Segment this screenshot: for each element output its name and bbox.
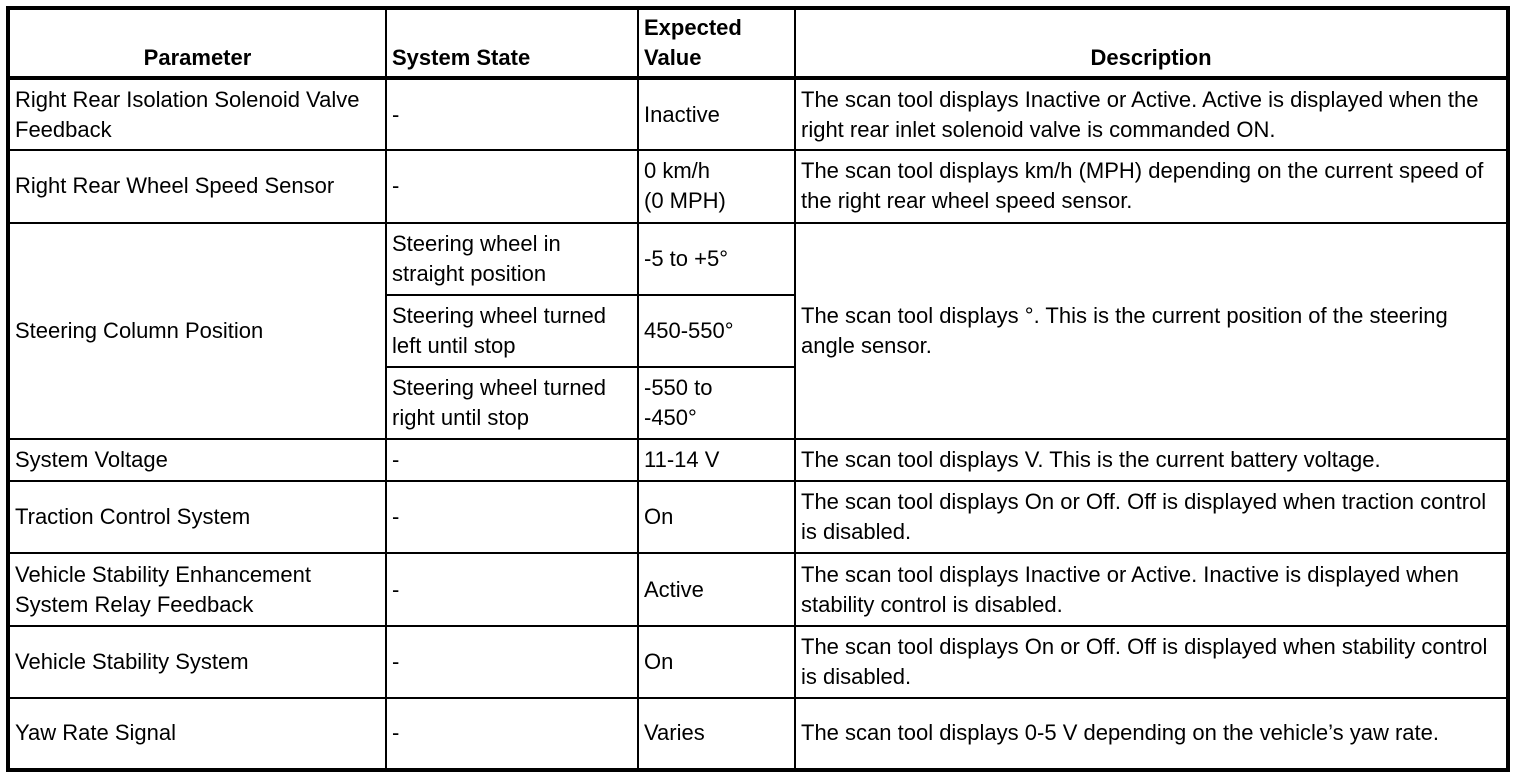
- parameter-cell: Traction Control System: [8, 481, 386, 553]
- header-expected-value: [638, 8, 795, 78]
- expected-value-cell: [638, 150, 795, 222]
- description-cell: The scan tool displays On or Off. Off is displayed when traction control is disabled.: [795, 481, 1508, 553]
- system-state-cell: -: [386, 78, 638, 150]
- table-row: [8, 223, 1508, 295]
- header-row: [8, 8, 1508, 78]
- table-row: [8, 698, 1508, 770]
- system-state-cell: -: [386, 626, 638, 698]
- description-cell: The scan tool displays On or Off. Off is displayed when stability control is disabled.: [795, 626, 1508, 698]
- table-row: [8, 481, 1508, 553]
- expected-value-cell: [638, 367, 795, 439]
- expected-value-cell: On: [638, 626, 795, 698]
- table-row: [8, 439, 1508, 481]
- expected-value-cell: 11-14 V: [638, 439, 795, 481]
- system-state-cell: Steering wheel turned left until stop: [386, 295, 638, 367]
- parameter-cell: Steering Column Position: [8, 223, 386, 440]
- expected-value-cell: 450-550°: [638, 295, 795, 367]
- system-state-cell: -: [386, 439, 638, 481]
- table-row: [8, 553, 1508, 625]
- system-state-cell: -: [386, 553, 638, 625]
- expected-value-cell: On: [638, 481, 795, 553]
- parameter-cell: Right Rear Isolation Solenoid Valve Feedback: [8, 78, 386, 150]
- system-state-cell: -: [386, 698, 638, 770]
- header-parameter: Parameter: [8, 8, 386, 78]
- table-row: [8, 150, 1508, 222]
- expected-value-cell: Inactive: [638, 78, 795, 150]
- header-system-state: System State: [386, 8, 638, 78]
- table-row: [8, 78, 1508, 150]
- parameter-cell: System Voltage: [8, 439, 386, 481]
- system-state-cell: Steering wheel in straight position: [386, 223, 638, 295]
- header-description: Description: [795, 8, 1508, 78]
- description-cell: The scan tool displays °. This is the current position of the steering angle sensor.: [795, 223, 1508, 440]
- system-state-cell: -: [386, 481, 638, 553]
- expected-value-line2: -450°: [644, 405, 697, 431]
- expected-value-cell: Active: [638, 553, 795, 625]
- header-expected-line2: Value: [644, 45, 702, 71]
- expected-value-cell: Varies: [638, 698, 795, 770]
- description-cell: The scan tool displays V. This is the current battery voltage.: [795, 439, 1508, 481]
- header-expected-line1: Expected: [644, 15, 742, 41]
- expected-value-line1: 0 km/h: [644, 158, 711, 184]
- expected-value-line1: -550 to: [644, 375, 713, 401]
- description-cell: The scan tool displays km/h (MPH) depending on the current speed of the right rear wheel speed sensor.: [795, 150, 1508, 222]
- parameter-cell: Yaw Rate Signal: [8, 698, 386, 770]
- system-state-cell: Steering wheel turned right until stop: [386, 367, 638, 439]
- parameter-cell: Vehicle Stability Enhancement System Relay Feedback: [8, 553, 386, 625]
- expected-value-cell: -5 to +5°: [638, 223, 795, 295]
- description-cell: The scan tool displays Inactive or Active. Active is displayed when the right rear inlet solenoid valve is commanded ON.: [795, 78, 1508, 150]
- parameter-cell: Vehicle Stability System: [8, 626, 386, 698]
- description-cell: The scan tool displays Inactive or Active. Inactive is displayed when stability control is disabled.: [795, 553, 1508, 625]
- description-cell: The scan tool displays 0-5 V depending on the vehicle’s yaw rate.: [795, 698, 1508, 770]
- table-row: [8, 626, 1508, 698]
- parameter-table: [6, 6, 1510, 772]
- expected-value-line2: (0 MPH): [644, 188, 726, 214]
- system-state-cell: -: [386, 150, 638, 222]
- parameter-cell: Right Rear Wheel Speed Sensor: [8, 150, 386, 222]
